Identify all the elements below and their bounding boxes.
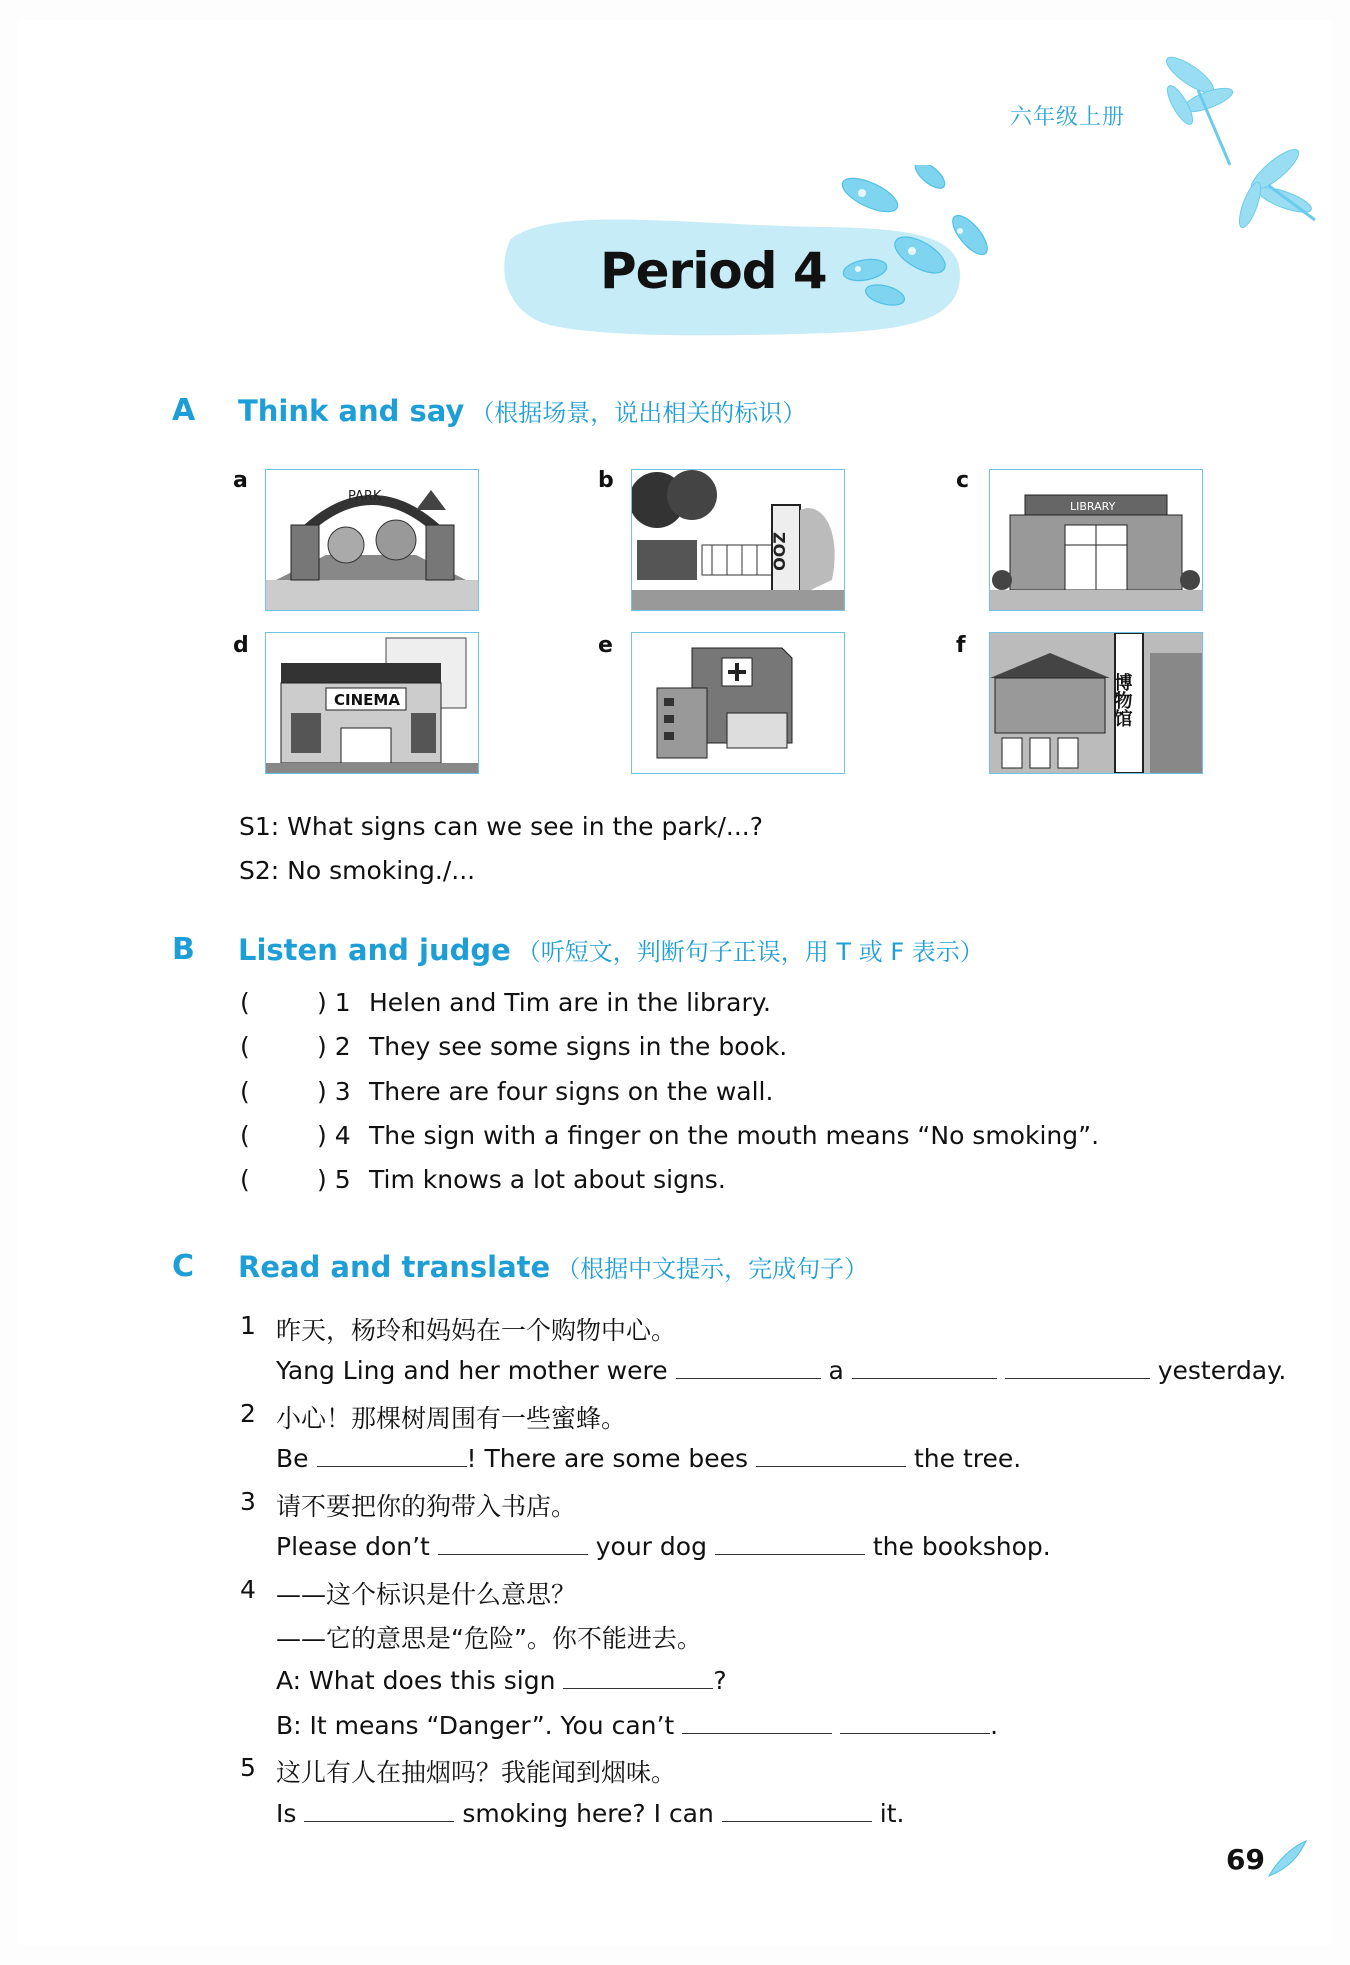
section-a-letter: A (172, 393, 196, 428)
library-sign: LIBRARY (1070, 500, 1116, 513)
section-a-title: Think and say （根据场景，说出相关的标识） (238, 394, 807, 428)
museum-sign: 博物馆 (1111, 673, 1133, 727)
chinese-prompt: 这儿有人在抽烟吗？我能闻到烟味。 (276, 1758, 677, 1787)
chinese-prompt: 请不要把你的狗带入书店。 (276, 1492, 577, 1521)
picture-label-a: a (233, 468, 248, 493)
section-c-title: Read and translate （根据中文提示，完成句子） (238, 1250, 869, 1284)
answer-blank[interactable] (1005, 1354, 1150, 1379)
section-b-title: Listen and judge （听短文，判断句子正误，用 T 或 F 表示） (238, 933, 984, 967)
english-sentence: Please don’t your dog the bookshop. (276, 1532, 1051, 1561)
section-b-letter: B (172, 932, 195, 967)
item-number: ) 3 (317, 1077, 351, 1106)
answer-blank[interactable] (676, 1354, 821, 1379)
statement-text: Tim knows a lot about signs. (369, 1165, 726, 1194)
picture-label-f: f (956, 633, 966, 658)
chinese-prompt: 昨天，杨玲和妈妈在一个购物中心。 (276, 1316, 677, 1345)
statement-text: The sign with a finger on the mouth means “No smoking”. (369, 1121, 1100, 1150)
answer-paren[interactable]: ( (240, 1165, 250, 1194)
park-sign: PARK (348, 489, 382, 504)
period-title: Period 4 (600, 242, 827, 300)
answer-blank[interactable] (563, 1664, 713, 1689)
picture-label-b: b (598, 468, 614, 493)
answer-blank[interactable] (756, 1442, 906, 1467)
museum-picture (989, 632, 1203, 774)
statement-text: They see some signs in the book. (369, 1032, 788, 1061)
answer-blank[interactable] (438, 1530, 588, 1555)
answer-paren[interactable]: ( (240, 1032, 250, 1061)
cinema-picture (265, 632, 479, 774)
library-picture (989, 469, 1203, 611)
item-number: 2 (240, 1399, 256, 1428)
english-sentence: Is smoking here? I can it. (276, 1799, 905, 1828)
item-number: 3 (240, 1487, 256, 1516)
park-picture (265, 469, 479, 611)
answer-blank[interactable] (304, 1797, 454, 1822)
statement-text: Helen and Tim are in the library. (369, 988, 771, 1017)
cinema-sign: CINEMA (334, 691, 400, 709)
page-number: 69 (1226, 1843, 1265, 1876)
section-c-letter: C (172, 1249, 195, 1284)
answer-paren[interactable]: ( (240, 1077, 250, 1106)
item-number: 5 (240, 1753, 256, 1782)
dragonfly-icon (1150, 45, 1320, 230)
english-sentence: B: It means “Danger”. You can’t . (276, 1711, 999, 1740)
item-number: ) 4 (317, 1121, 351, 1150)
hospital-picture (631, 632, 845, 774)
zoo-picture (631, 469, 845, 611)
answer-blank[interactable] (317, 1442, 467, 1467)
item-number: ) 2 (317, 1032, 351, 1061)
english-sentence: Yang Ling and her mother were a yesterday. (276, 1356, 1287, 1385)
picture-label-c: c (956, 468, 970, 493)
chinese-prompt: ——这个标识是什么意思？ (276, 1580, 577, 1609)
zoo-sign: ZOO (769, 532, 789, 571)
item-number: 1 (240, 1311, 256, 1340)
item-number: 4 (240, 1575, 256, 1604)
item-number: ) 5 (317, 1165, 351, 1194)
english-sentence: A: What does this sign ? (276, 1666, 727, 1695)
leaf-icon (1264, 1838, 1309, 1880)
chinese-prompt: ——它的意思是“危险”。你不能进去。 (276, 1624, 702, 1653)
grade-label: 六年级上册 (1010, 105, 1126, 130)
english-sentence: Be ! There are some bees the tree. (276, 1444, 1022, 1473)
picture-label-d: d (233, 633, 249, 658)
chinese-prompt: 小心！那棵树周围有一些蜜蜂。 (276, 1404, 627, 1433)
answer-blank[interactable] (722, 1797, 872, 1822)
item-number: ) 1 (317, 988, 351, 1017)
answer-blank[interactable] (852, 1354, 997, 1379)
answer-paren[interactable]: ( (240, 1121, 250, 1150)
answer-paren[interactable]: ( (240, 988, 250, 1017)
statement-text: There are four signs on the wall. (369, 1077, 774, 1106)
answer-blank[interactable] (682, 1709, 832, 1734)
picture-label-e: e (598, 633, 613, 658)
dialogue-line-2: S2: No smoking./... (239, 856, 476, 885)
dialogue-line-1: S1: What signs can we see in the park/...? (239, 812, 763, 841)
answer-blank[interactable] (715, 1530, 865, 1555)
answer-blank[interactable] (840, 1709, 990, 1734)
